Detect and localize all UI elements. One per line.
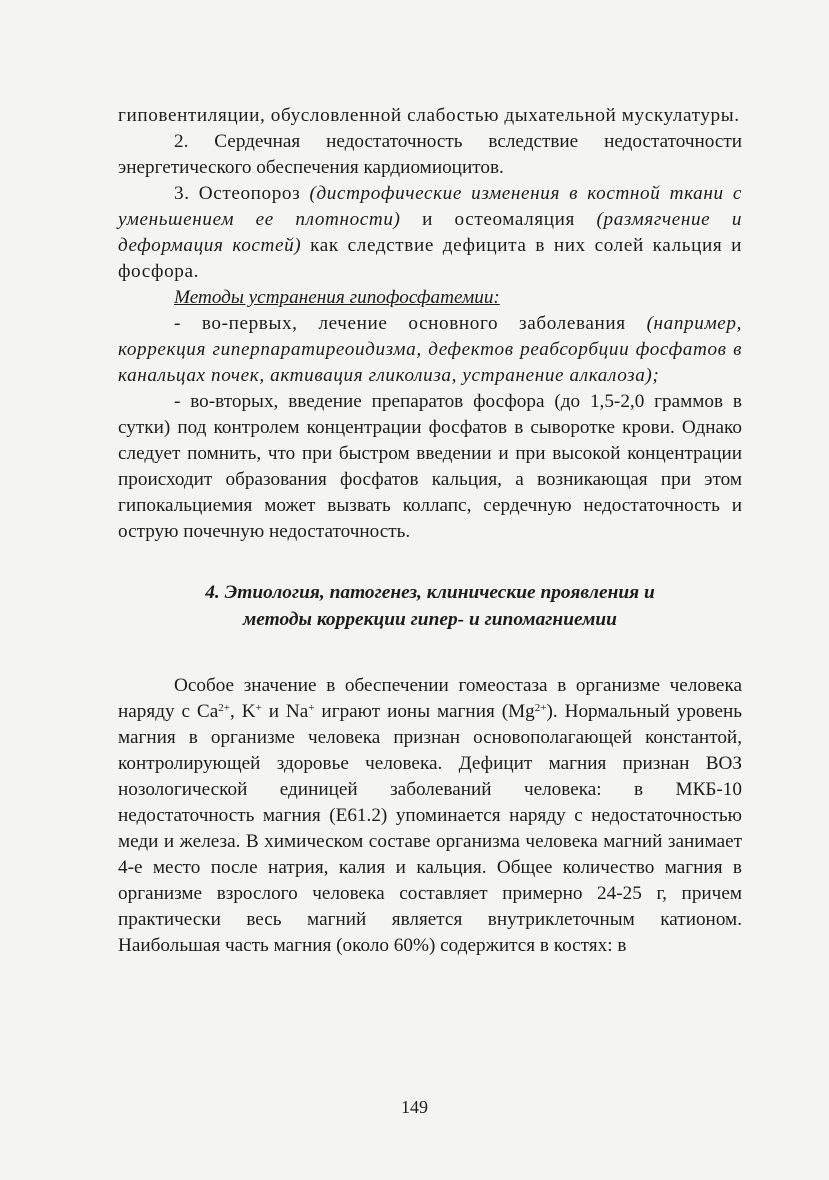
methods-title-line bbox=[118, 285, 742, 311]
osteoporosis-text: 3. Остеопороз bbox=[174, 183, 310, 204]
paragraph-magnesium bbox=[118, 673, 742, 959]
page-number: 149 bbox=[401, 1097, 428, 1117]
paragraph-continuation: гиповентиляции, обусловленной слабостью дыхательной мускулатуры. bbox=[118, 105, 740, 126]
first-method-examples: (например, коррекция гиперпаратиреоидизма, дефектов реабсорбции фосфатов в канальцах почек, активация гликолиза, устранение алкалоза); bbox=[118, 313, 742, 386]
mg-charge: 2+ bbox=[534, 702, 547, 714]
magnesium-text-2: , K bbox=[229, 701, 256, 722]
magnesium-text-3: и Na bbox=[261, 701, 309, 722]
magnesium-text-5: ). Нормальный уровень магния в организме человека признан основополагающей константой, контролирующей здоровье человека. Дефицит магния признан ВОЗ нозологической единицей заболеваний человека: в МКБ-10 недостаточность магния (E61.2) упоминается наряду с недостаточностью меди и железа. В химическом составе организма человека магний занимает 4-е место после натрия, калия и кальция. Общее количество магния в организме взрослого человека составляет примерно 24-25 г, причем практически весь магний является внутриклеточным катионом. Наибольшая часть магния (около 60%) содержится в костях: в bbox=[118, 701, 742, 956]
osteoporosis-cause-text: как следствие дефицита в них солей кальция и фосфора. bbox=[118, 235, 742, 282]
section-heading-line-1: 4. Этиология, патогенез, клинические проявления и bbox=[205, 582, 655, 603]
magnesium-text-1: Особое значение в обеспечении гомеостаза в организме человека наряду с Ca bbox=[118, 675, 742, 722]
k-charge: + bbox=[255, 702, 262, 714]
list-item-second: - во-вторых, введение препаратов фосфора (до 1,5-2,0 граммов в сутки) под контролем концентрации фосфатов в сыворотке крови. Однако следует помнить, что при быстром введении и при высокой концентрации происходит образования фосфатов кальция, а возникающая при этом гипокальциемия может вызвать коллапс, сердечную недостаточность и острую почечную недостаточность. bbox=[118, 391, 742, 542]
page-body bbox=[118, 103, 742, 959]
osteomalacia-definition: (размягчение и деформация костей) bbox=[118, 209, 743, 256]
magnesium-text-4: играют ионы магния (Mg bbox=[314, 701, 535, 722]
osteoporosis-definition: (дистрофические изменения в костной ткани с уменьшением ее плотности) bbox=[118, 183, 742, 230]
list-item-first bbox=[118, 311, 742, 389]
paragraph-heart-failure: 2. Сердечная недостаточность вследствие недостаточности энергетического обеспечения кардиомиоцитов. bbox=[118, 131, 742, 178]
osteomalacia-text: и остеомаляция bbox=[400, 209, 597, 230]
ca-charge: 2+ bbox=[218, 702, 230, 714]
first-method-text: - во-первых, лечение основного заболевания bbox=[174, 313, 647, 334]
na-charge: + bbox=[308, 702, 315, 714]
section-heading-line-2: методы коррекции гипер- и гипомагниемии bbox=[243, 609, 617, 630]
section-heading bbox=[118, 579, 742, 633]
methods-title: Методы устранения гипофосфатемии: bbox=[174, 287, 500, 308]
paragraph-osteoporosis bbox=[118, 181, 742, 285]
